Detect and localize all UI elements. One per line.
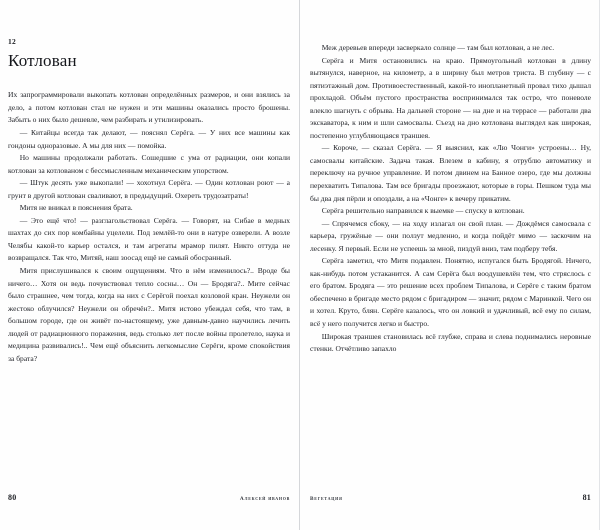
- page-number: 81: [582, 493, 591, 502]
- right-page-text: [310, 0, 591, 356]
- right-page-body: [300, 0, 600, 478]
- paragraph: Их запрограммировали выкопать котлован определённых размеров, и они взялись за дело, а потом котлован стал не нужен и эти машины оказались просто брошены. Забыть о них было дешевле, чем разбирать и утилизировать.: [8, 90, 290, 125]
- paragraph: — Китайцы всегда так делают, — пояснял Серёга. — У них все машины как гондоны одноразовые. А мы для них — помойка.: [8, 127, 290, 150]
- chapter-heading: [8, 0, 290, 69]
- running-head-author: алексей иванов: [239, 496, 290, 502]
- chapter-number: 12: [8, 37, 17, 46]
- paragraph: — Штук десять уже выкопали! — хохотнул Серёга. — Один котлован роют — а грунт в другой котлован сваливают, в предыдущий. Охереть трудозатраты!: [8, 178, 290, 200]
- page-number: 80: [8, 493, 17, 502]
- paragraph: Серёга заметил, что Митя подавлен. Понятно, испугался быть Бродягой. Ничего, как-нибудь потом устаканится. А сам Серёга был воодушевлён тем, что стряслось с его братом. Бродяга — это решение всех проблем Типалова, и Серёге с таким братом обеспечено в бригаде место рядом с бригадиром — значит, рядом с Маринкой. Чего он и хотел. Круто, блян. Серёге казалось, что он ловкий и удачливый, всё ему по силам, всё у него получится легко и быстро.: [310, 256, 591, 329]
- left-page-text: [8, 89, 290, 365]
- paragraph: Широкая траншея становилась всё глубже, справа и слева поднимались неровные стенки. Отчётливо запахло: [310, 331, 591, 354]
- paragraph: Митя не вникал в пояснения брата.: [19, 203, 133, 213]
- paragraph: — Короче, — сказал Серёга. — Я выяснил, как «Лю Чонги» устроены… Ну, самосвалы китайские. Задача такая. Влезем в кабину, я отрублю автоматику и переключу на ручное управление. И потом двинем на Банное озеро, где мы должны перехватить Типалова. Там все бригады проезжают, которые в горы. Пешком туда мы бы два дня пёрли и опоздали, а на «Чонге» к вечеру прикатим.: [310, 143, 591, 203]
- chapter-title: Котлован: [8, 50, 77, 70]
- left-page-footer: [0, 493, 300, 502]
- right-page: [300, 0, 600, 530]
- left-page-body: [0, 0, 300, 478]
- paragraph: — Это ещё что! — разглагольствовал Серёга. — Говорят, на Сибае в медных шахтах до сих пор комбайны уцелели. Под землёй-то они в натуре озверели. А возле Челябы какой-то карьер остался, и там агрегаты мрамор пилят. Никто оттуда не возвращался. Так что, Митяй, наш зоосад ещё не самый обосранный.: [8, 215, 290, 263]
- paragraph: Серёга и Митя остановились на краю. Прямоугольный котлован в длину вытянулся, наверное, на километр, а в ширину был метров триста. В глубину — с пятиэтажный дом. Противоестественный, какой-то инопланетный провал тихо дышал прохладой. Объём пустого пространства воспринимался так остро, что поневоле влекло шагнуть с обрыва. На дальней стороне — на дне и на террасе — работали два экскаватора, к ним и шли самосвалы. Съезд на дно котлована выглядел как широкая, постепенно углубляющаяся траншея.: [310, 55, 591, 140]
- paragraph: Но машины продолжали работать. Сошедшие с ума от радиации, они копали котлован за котлованом с бессмысленным механическим упорством.: [8, 153, 290, 175]
- paragraph: — Спрячемся сбоку, — на ходу излагал он свой план. — Дождёмся самосвала с карьера, гружёные — они ползут медленно, и когда пойдёт мимо — заскочим на лесенку. Я первый. Если не успеешь за мной, пиздуй вниз, там подберу тебя.: [310, 218, 591, 253]
- right-page-footer: [300, 493, 600, 502]
- running-head-title: Вегетация: [310, 496, 343, 502]
- paragraph: Серёга решительно направился к выемке — спуску в котлован.: [321, 206, 525, 216]
- paragraph: Меж деревьев впереди засверкало солнце — там был котлован, а не лес.: [321, 43, 555, 52]
- paragraph: Митя прислушивался к своим ощущениям. Что в нём изменилось?.. Вроде бы ничего… Хотя он ведь почувствовал тепло сосны… Он — Бродяга?.. Мите сейчас было страшнее, чем тогда, когда на них с Серёгой поехал козловой кран. Неужели он жестоко облучился? Неужели он обречён?.. Митя истово убеждал себя, что там, в большом городе, где он живёт по-настоящему, уже давным-давно научились лечить людей от радиационного поражения, ведь столько лет после войны пролетело, наука и медицина развивались!.. Чем ещё объяснить легкомыслие Серёги, кроме спокойствия за брата?: [8, 266, 290, 363]
